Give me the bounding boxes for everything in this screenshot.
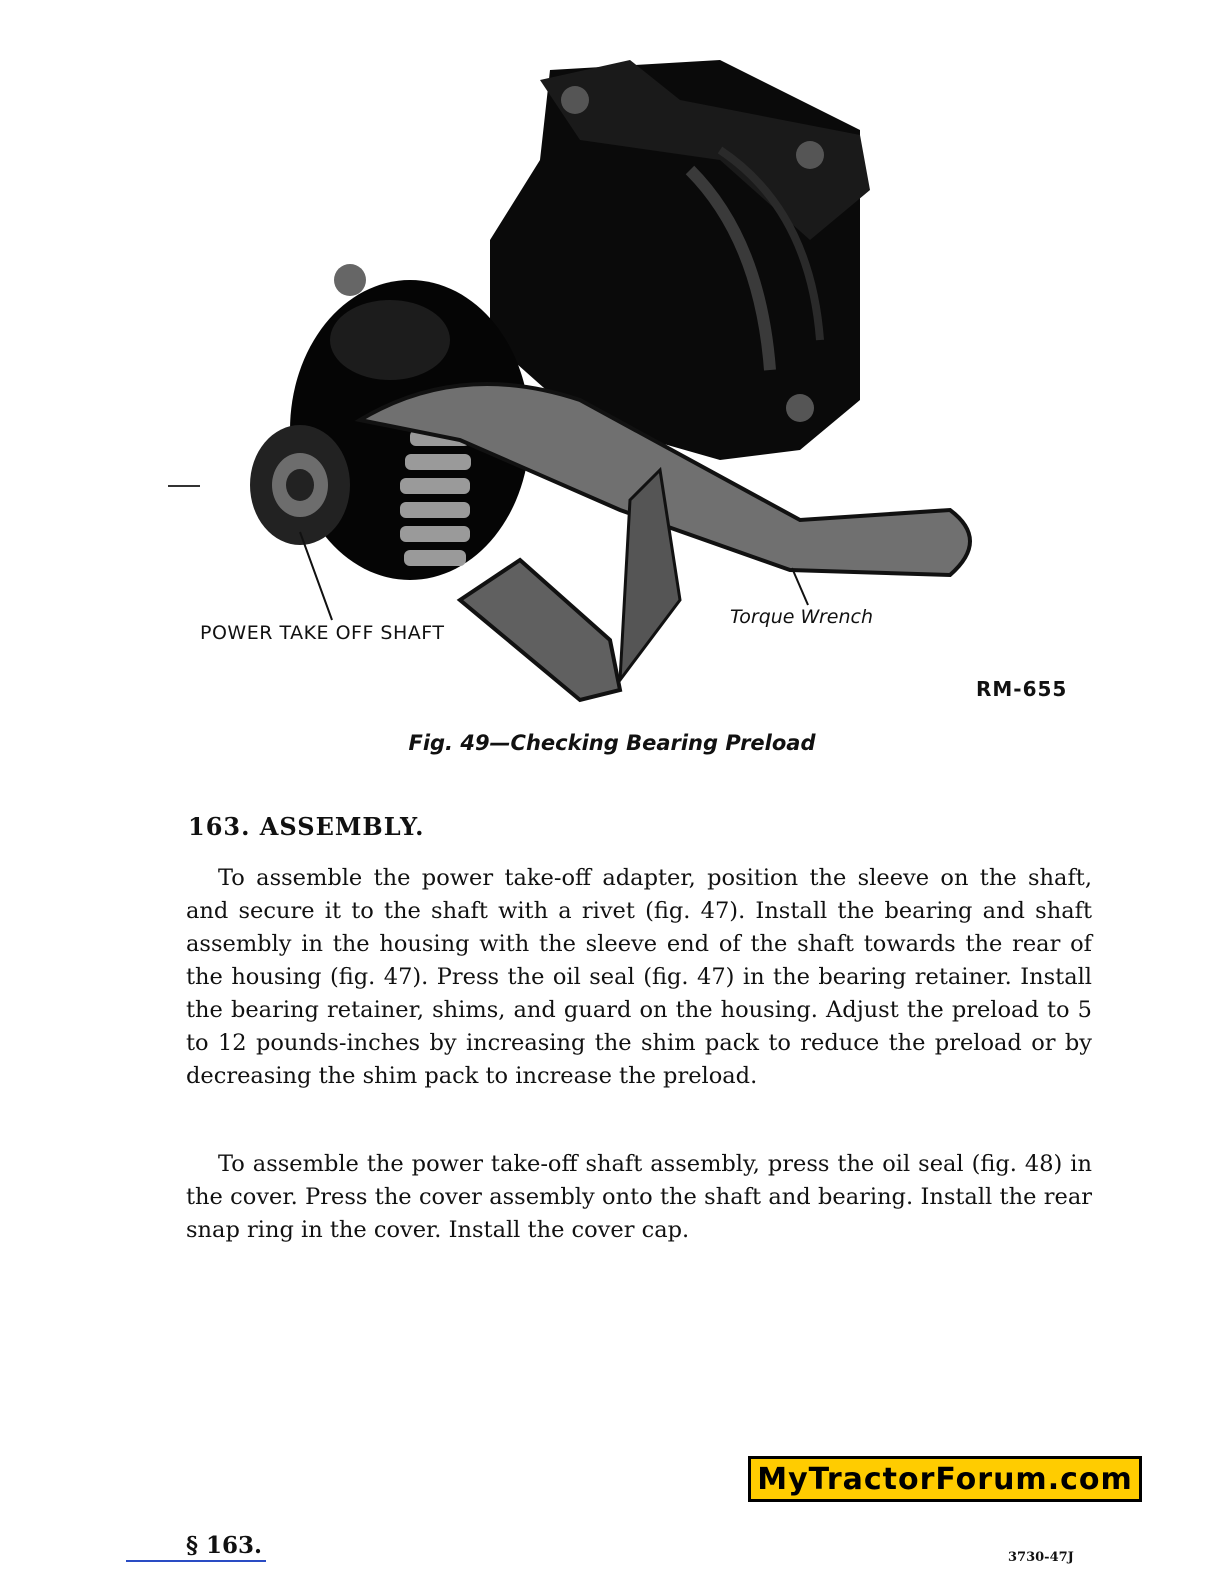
figure-photo (160, 40, 1080, 720)
figure-caption: Fig. 49—Checking Bearing Preload (408, 731, 816, 755)
body-paragraph: To assemble the power take-off shaft assembly, press the oil seal (fig. 48) in the cover. Press the cover assembly onto the shaft and bearing. Install the rear snap ring in the cover. Install the cover cap. (186, 1151, 1092, 1243)
watermark-logo: MyTractorForum.com (748, 1456, 1142, 1502)
footer-doc-code: 3730-47J (1008, 1550, 1074, 1565)
body-paragraph: To assemble the power take-off adapter, position the sleeve on the shaft, and secure it to the shaft with a rivet (fig. 47). Install the bearing and shaft assembly in the housing with the sleeve end of the shaft towards the rear of the housing (fig. 47). Press the oil seal (fig. 47) in the bearing retainer. Install the bearing retainer, shims, and guard on the housing. Adjust the preload to 5 to 12 pounds-inches by increasing the shim pack to reduce the preload or by decreasing the shim pack to increase the preload. (186, 865, 1092, 1089)
callout-torque-wrench: Torque Wrench (730, 606, 874, 628)
callout-power-take-off-shaft: POWER TAKE OFF SHAFT (200, 622, 445, 644)
section-heading: 163. ASSEMBLY. (188, 812, 425, 841)
footer-rule (126, 1560, 266, 1562)
pto-torque-wrench-illustration (160, 40, 1080, 720)
figure-code: RM-655 (976, 677, 1068, 701)
footer-section-ref: § 163. (186, 1532, 263, 1559)
